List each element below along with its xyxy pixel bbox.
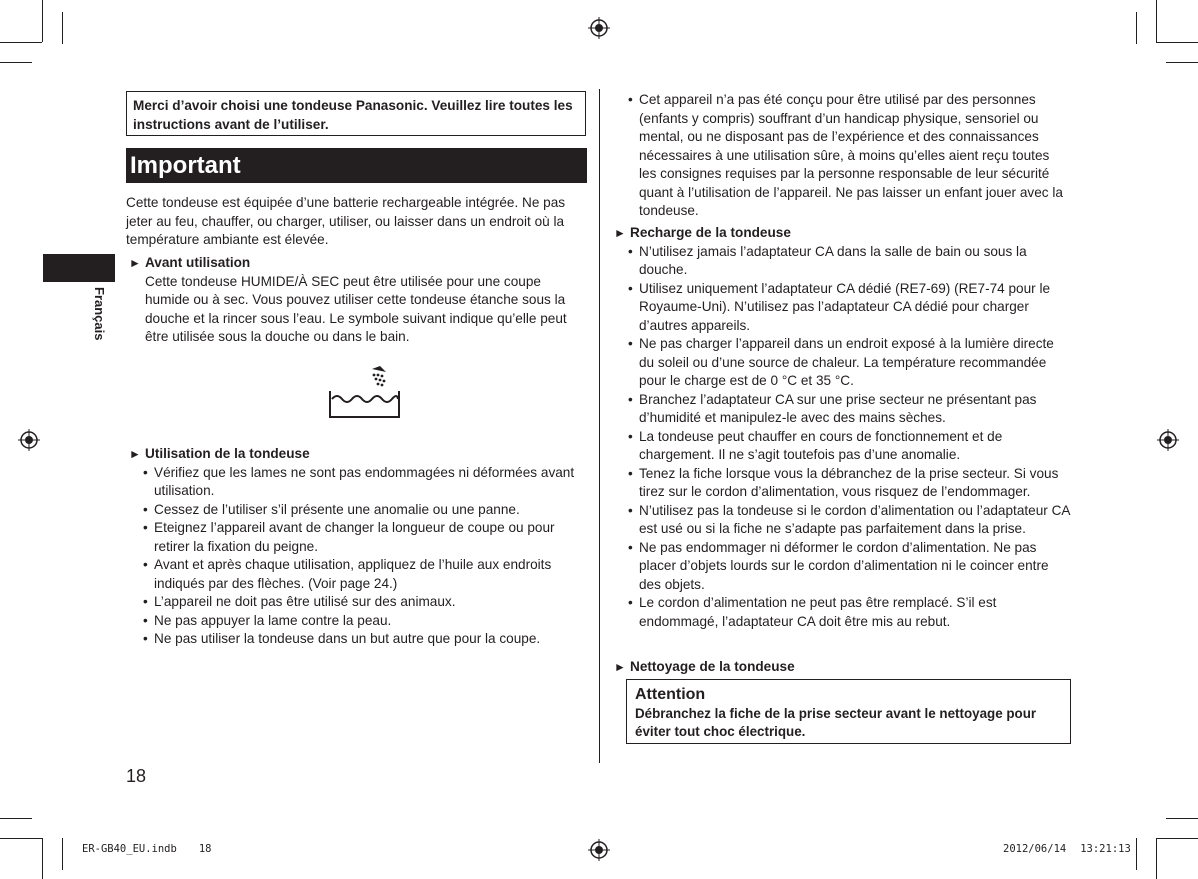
list-item: • Cessez de l’utiliser s’il présente une anomalie ou une panne. [141,501,588,520]
utilisation-section [126,445,588,649]
list-item: • Cet appareil n’a pas été conçu pour être utilisé par des personnes (enfants y compris) souffrant d’un handicap physique, sensoriel ou mental, ou ne disposant pas de l’expérience et des connaissances nécessaires à une utilisation sûre, à moins qu’elles aient reçu toutes les consignes requises par la personne responsable de leur sécurité quant à l’utilisation de l’appareil. Ne pas laisser un enfant jouer avec la tondeuse. [626,91,1070,221]
list-item: • Branchez l’adaptateur CA sur une prise secteur ne présentant pas d’humidité et manipulez-le avec des mains sèches. [626,391,1070,428]
list-item: • N’utilisez jamais l’adaptateur CA dans la salle de bain ou sous la douche. [626,243,1070,280]
crop-mark [62,12,63,44]
crop-mark [1156,838,1157,879]
crop-mark [1156,838,1198,839]
crop-mark [1136,12,1137,44]
language-tab [43,254,115,282]
footer-page: 18 [198,843,212,855]
arrow-icon: ► [129,447,141,461]
recharge-heading-row [614,224,1070,243]
list-item: • N’utilisez pas la tondeuse si le cordon d’alimentation ou l’adaptateur CA est usé ou si la fiche ne s’adapte pas parfaitement dans la prise. [626,502,1070,539]
footer-datetime [1003,843,1131,855]
recharge-list [614,243,1070,632]
utilisation-heading: Utilisation de la tondeuse [145,446,310,461]
right-first-list [614,91,1070,221]
list-item: • La tondeuse peut chauffer en cours de fonctionnement et de chargement. Il ne s’agit toutefois pas d’une anomalie. [626,428,1070,465]
crop-mark [1156,42,1198,43]
attention-title: Attention [635,686,706,703]
avant-heading: Avant utilisation [145,255,251,270]
crop-mark [1156,0,1157,42]
column-divider [599,89,600,763]
avant-section [126,254,588,347]
crop-mark [1136,838,1137,870]
important-heading: Important [126,148,587,183]
arrow-icon: ► [614,226,626,240]
list-item: • L’appareil ne doit pas être utilisé sur des animaux. [141,593,588,612]
crop-mark [0,42,42,43]
crop-mark [0,838,42,839]
crop-mark [1166,818,1198,819]
registration-mark-icon [1157,429,1179,451]
recharge-heading: Recharge de la tondeuse [630,225,791,240]
registration-mark-icon [588,17,610,39]
crop-mark [1166,62,1198,63]
language-label: Français [92,287,107,341]
page-number: 18 [126,766,147,786]
list-item: • Ne pas endommager ni déformer le cordon d’alimentation. Ne pas placer d’objets lourds sur le cordon d’alimentation ni le coincer entre des objets. [626,539,1070,595]
footer-file [82,843,211,855]
intro-box: Merci d’avoir choisi une tondeuse Panasonic. Veuillez lire toutes les instructions avant de l’utiliser. [126,91,586,136]
right-first-section [614,91,1070,221]
shower-bath-icon [328,365,402,419]
list-item: • Eteignez l’appareil avant de changer la longueur de coupe ou pour retirer la fixation du peigne. [141,519,588,556]
registration-mark-icon [588,839,610,861]
list-item: • Ne pas charger l’appareil dans un endroit exposé à la lumière directe du soleil ou d’une source de chaleur. La température recommandée pour le charge est de 0 °C et 35 °C. [626,335,1070,391]
nettoyage-heading: Nettoyage de la tondeuse [630,659,795,674]
utilisation-heading-row [126,445,588,464]
avant-text: Cette tondeuse HUMIDE/À SEC peut être utilisée pour une coupe humide ou à sec. Vous pouvez utiliser cette tondeuse étanche sous la douche et la rincer sous l’eau. Le symbole suivant indique qu’elle peut être utilisée sous la douche ou dans le bain. [145,273,567,344]
attention-box [626,679,1071,744]
crop-mark [0,62,32,63]
arrow-icon: ► [614,660,626,674]
nettoyage-heading-row [614,658,1070,677]
registration-mark-icon [18,429,40,451]
footer-date: 2012/06/14 [1003,843,1067,855]
crop-mark [42,0,43,42]
avant-heading-row [126,254,588,273]
arrow-icon: ► [129,256,141,270]
list-item: • Le cordon d’alimentation ne peut pas être remplacé. S’il est endommagé, l’adaptateur CA doit être mis au rebut. [626,594,1070,631]
list-item: • Avant et après chaque utilisation, appliquez de l’huile aux endroits indiqués par des flèches. (Voir page 24.) [141,556,588,593]
list-item: • Utilisez uniquement l’adaptateur CA dédié (RE7-69) (RE7-74 pour le Royaume-Uni). N’utilisez pas l’adaptateur CA dédié pour charger d’autres appareils. [626,280,1070,336]
recharge-section [614,224,1070,631]
list-item: • Ne pas appuyer la lame contre la peau. [141,612,588,631]
attention-text: Débranchez la fiche de la prise secteur avant le nettoyage pour éviter tout choc électrique. [635,706,1037,739]
list-item: • Tenez la fiche lorsque vous la débranchez de la prise secteur. Si vous tirez sur le cordon d’alimentation, vous risquez de l’endommager. [626,465,1070,502]
crop-mark [42,838,43,879]
important-text: Cette tondeuse est équipée d’une batterie rechargeable intégrée. Ne pas jeter au feu, chauffer, ou charger, utiliser, ou laisser dans un endroit où la température ambiante est élevée. [126,195,566,247]
crop-mark [0,818,32,819]
list-item: • Ne pas utiliser la tondeuse dans un but autre que pour la coupe. [141,630,588,649]
footer-time: 13:21:13 [1080,843,1131,855]
crop-mark [62,838,63,870]
utilisation-list [126,464,588,649]
list-item: • Vérifiez que les lames ne sont pas endommagées ni déformées avant utilisation. [141,464,588,501]
footer-filename: ER-GB40_EU.indb [82,843,177,855]
